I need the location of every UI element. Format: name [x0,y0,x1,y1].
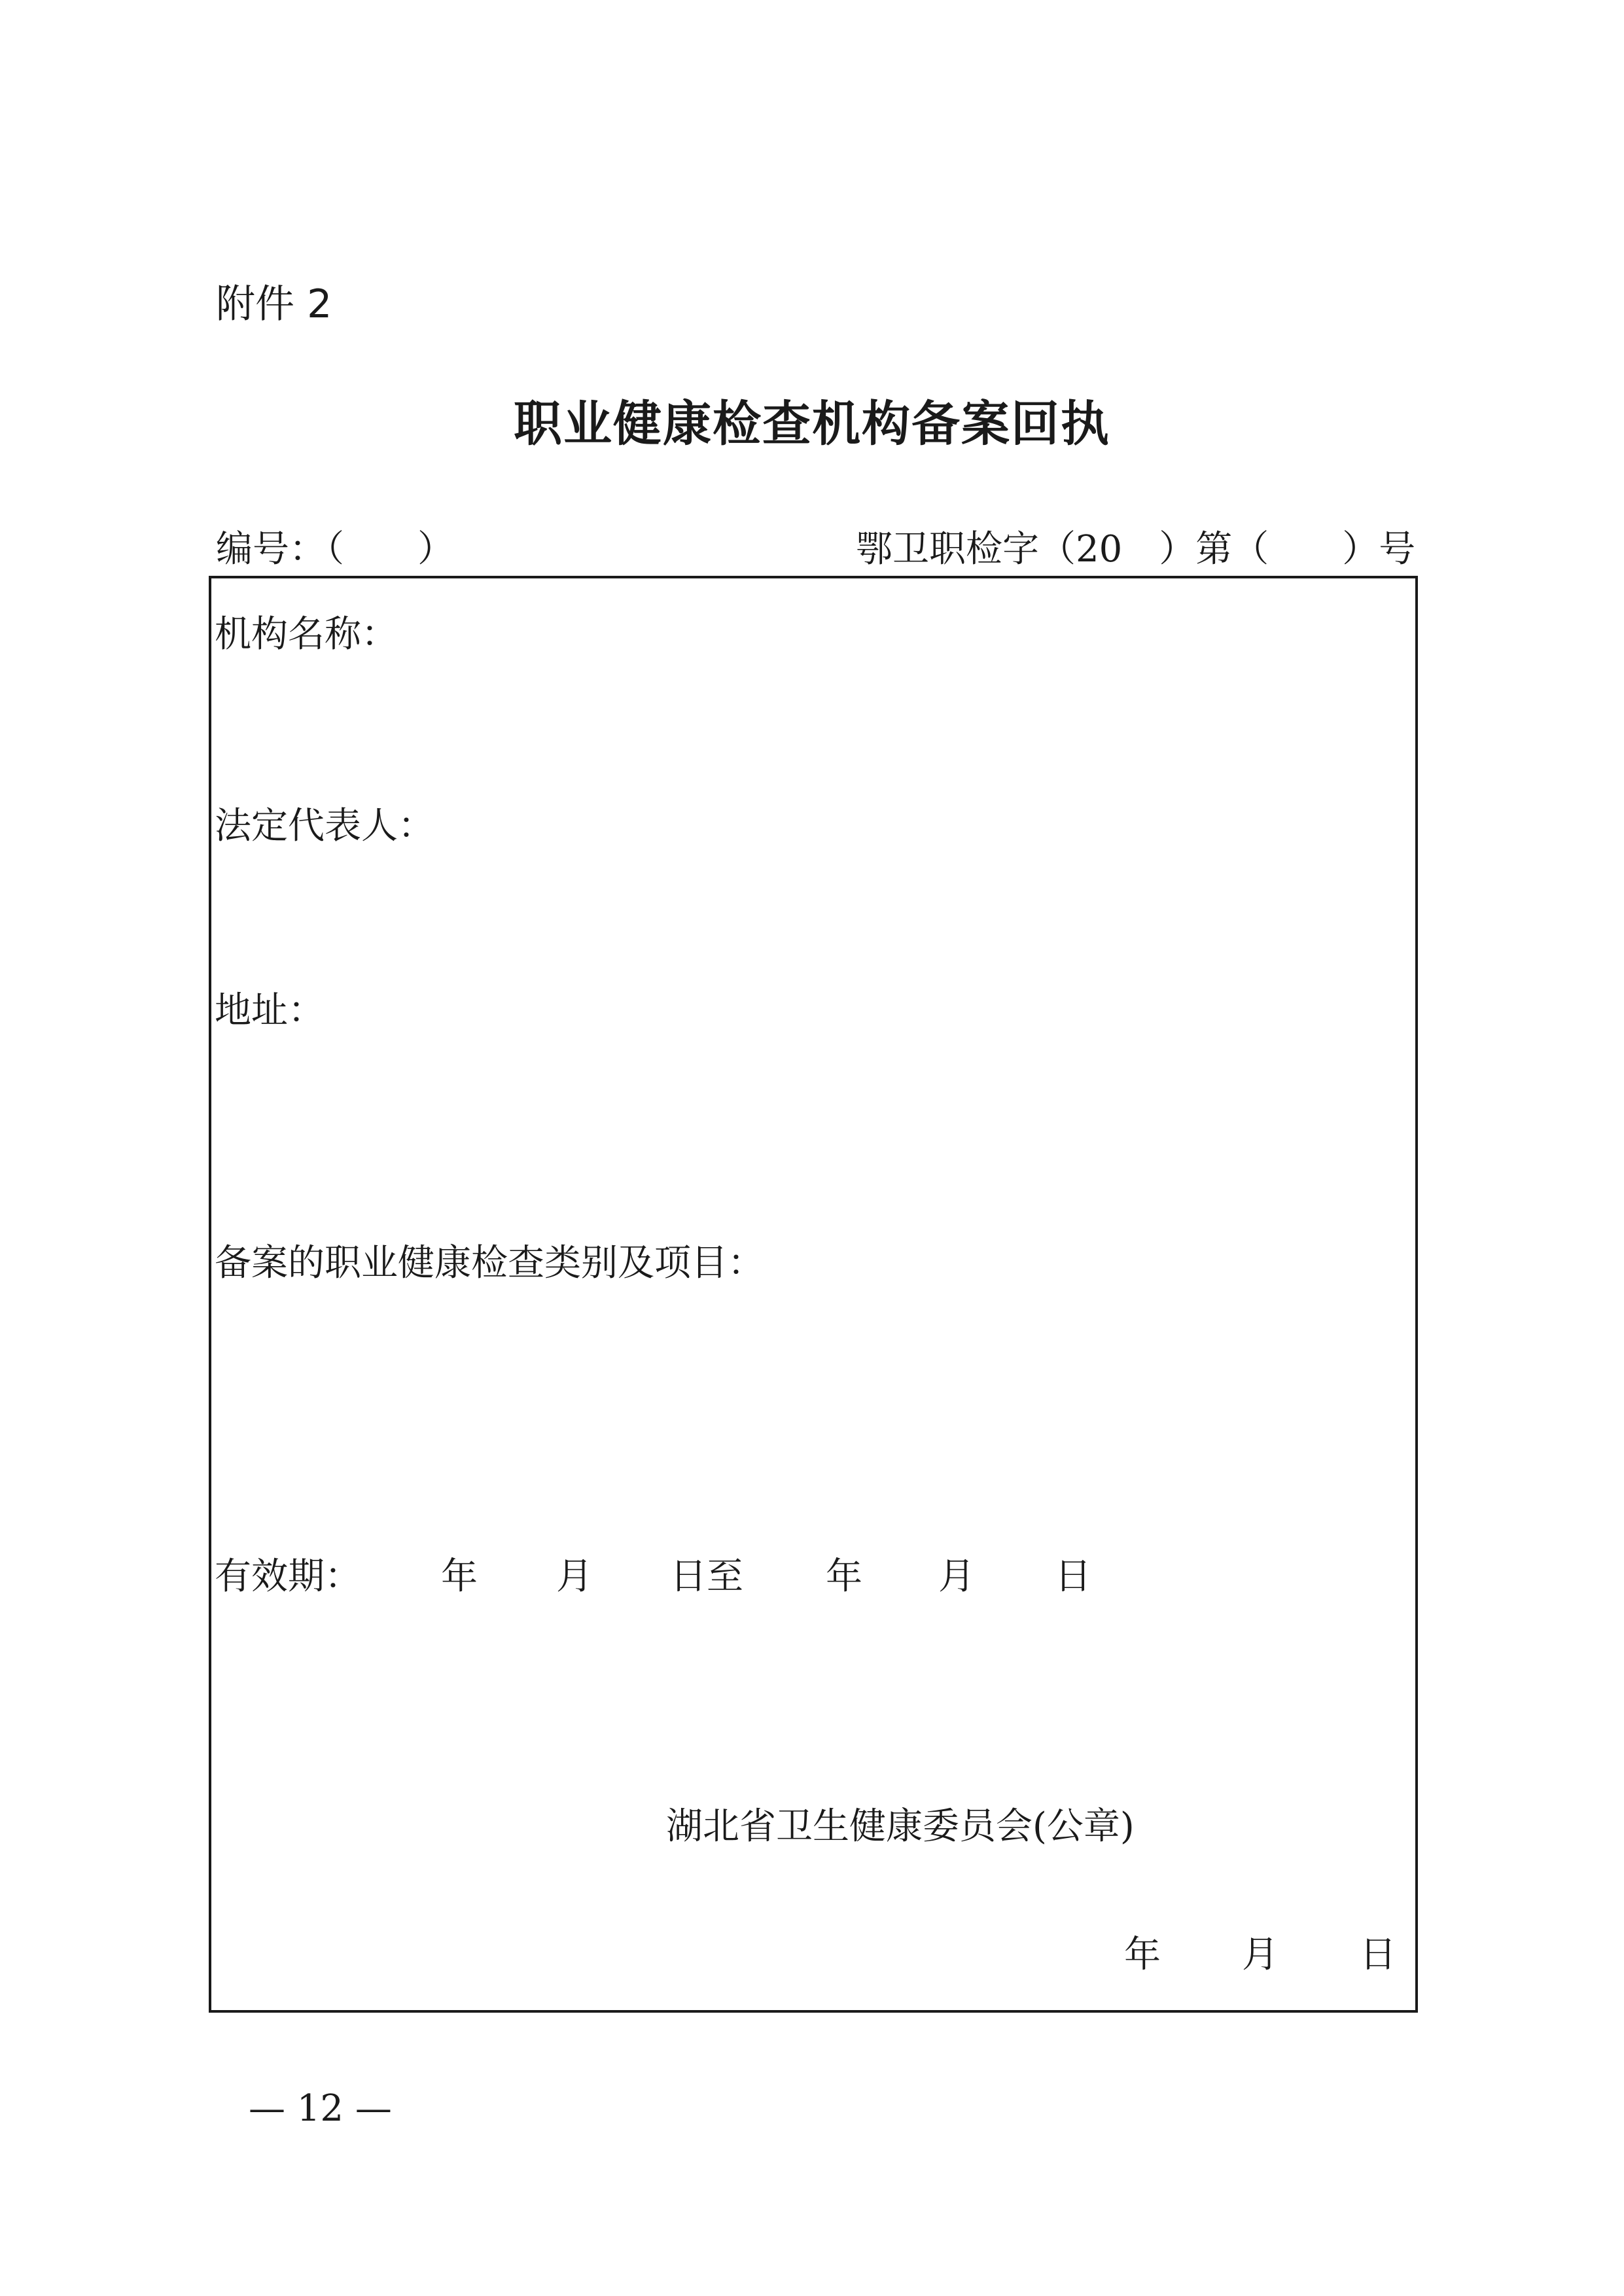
form-box [209,576,1418,2013]
issuer-seal-label: 湖北省卫生健康委员会(公章) [666,1805,1135,1848]
sign-month: 月 [1242,1934,1279,1976]
address-label: 地址： [215,989,325,1032]
document-reference: 鄂卫职检字（20 ）第（ ）号 [856,528,1416,571]
document-title: 职业健康检查机构备案回执 [514,396,1110,452]
serial-number-label: 编号：（ ） [216,528,454,571]
page-number: — 12 — [249,2087,392,2130]
sign-year: 年 [1124,1934,1161,1976]
validity-year-start: 年 [441,1555,478,1598]
attachment-label: 附件 2 [216,281,332,327]
legal-representative-label: 法定代表人： [215,805,434,847]
sign-day: 日 [1360,1934,1396,1976]
validity-day-end: 日 [1055,1555,1091,1598]
validity-day-to: 日至 [670,1555,743,1598]
registered-items-label: 备案的职业健康检查类别及项目： [215,1242,764,1284]
sign-date [1124,1929,1412,1981]
org-name-label: 机构名称： [215,613,398,656]
validity-year-end: 年 [826,1555,862,1598]
validity-month-start: 月 [556,1555,593,1598]
validity-month-end: 月 [938,1555,975,1598]
validity-label: 有效期： [215,1555,361,1598]
